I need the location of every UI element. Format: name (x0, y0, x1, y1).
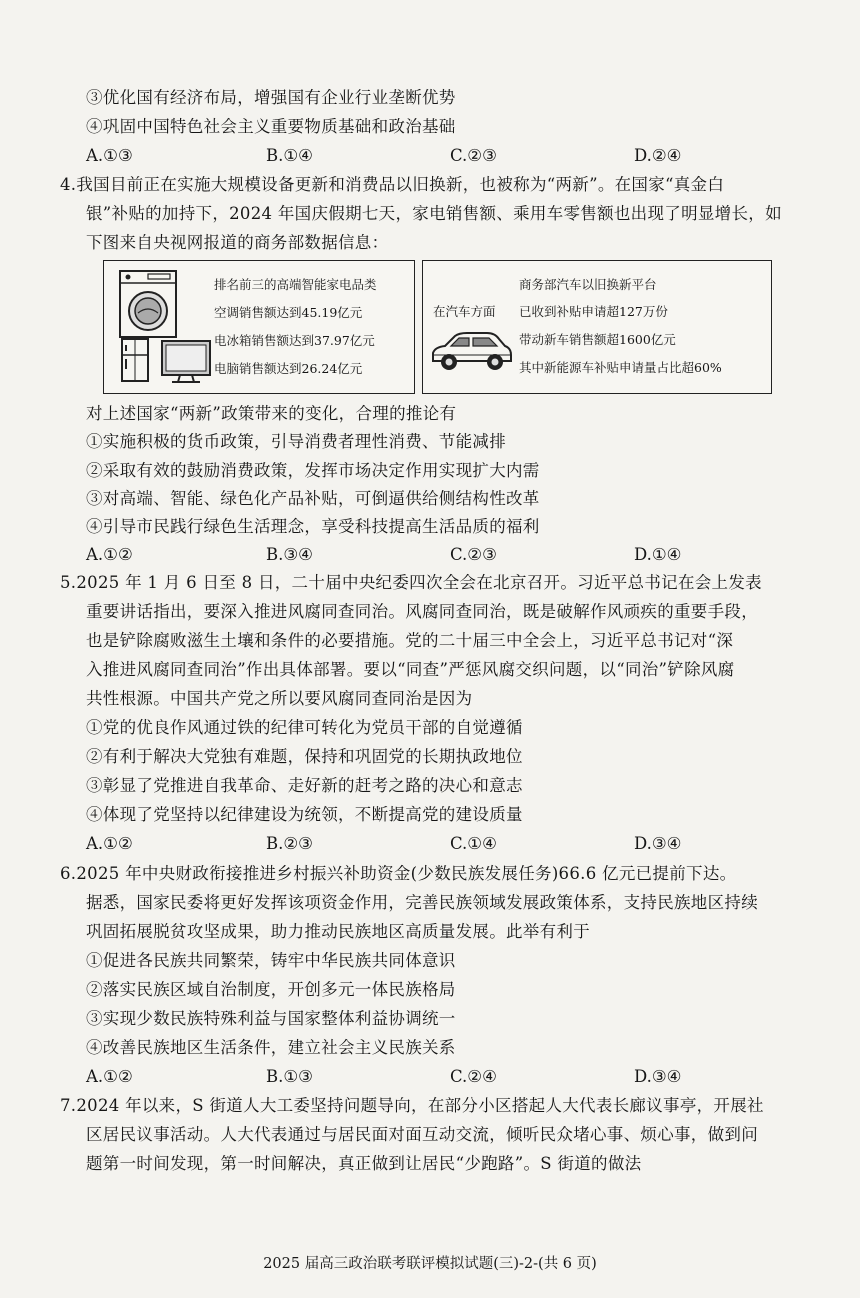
monitor-icon (160, 339, 212, 385)
option-c: C.②④ (450, 1067, 497, 1086)
option-b: B.①③ (266, 1067, 313, 1086)
q4-statement-1: ①实施积极的货币政策，引导消费者理性消费、节能减排 (86, 432, 506, 451)
q4-options (86, 543, 726, 567)
q6-statement-3: ③实现少数民族特殊利益与国家整体利益协调统一 (86, 1009, 456, 1028)
option-c: C.①④ (450, 834, 497, 853)
q4-stem-line-1: 4.我国目前正在实施大规模设备更新和消费品以旧换新，也被称为“两新”。在国家“真金白 (60, 175, 725, 194)
refrigerator-icon (120, 337, 150, 383)
q5-stem-line-1: 5.2025 年 1 月 6 日至 8 日，二十届中央纪委四次全会在北京召开。习近平总书记在会上发表 (60, 573, 762, 592)
q6-statement-2: ②落实民族区域自治制度，开创多元一体民族格局 (86, 980, 456, 999)
computer-sales: 电脑销售额达到26.24亿元 (214, 361, 363, 376)
nev-share: 其中新能源车补贴申请量占比超60% (519, 360, 722, 375)
q6-statement-1: ①促进各民族共同繁荣，铸牢中华民族共同体意识 (86, 951, 456, 970)
q5-stem-line-4: 入推进风腐同查同治”作出具体部署。要以“同查”严惩风腐交织问题，以“同治”铲除风腐 (86, 660, 735, 679)
q7-stem-line-2: 区居民议事活动。人大代表通过与居民面对面互动交流，倾听民众堵心事、烦心事，做到问 (86, 1125, 758, 1144)
air-conditioner-sales: 空调销售额达到45.19亿元 (214, 305, 363, 320)
option-a: A.①② (86, 1067, 133, 1086)
car-icon (429, 331, 513, 373)
washing-machine-icon (118, 269, 180, 341)
statement-4: ④巩固中国特色社会主义重要物质基础和政治基础 (86, 117, 456, 136)
q4-statement-4: ④引导市民践行绿色生活理念，享受科技提高生活品质的福利 (86, 517, 540, 536)
q5-stem-line-3: 也是铲除腐败滋生土壤和条件的必要措施。党的二十届三中全会上，习近平总书记对“深 (86, 631, 734, 650)
subsidy-applications: 已收到补贴申请超127万份 (519, 304, 668, 319)
page-footer: 2025 届高三政治联考联评模拟试题(三)-2-(共 6 页) (263, 1256, 597, 1272)
answer-options (86, 144, 726, 168)
option-b: B.①④ (266, 146, 313, 165)
car-box-heading: 商务部汽车以旧换新平台 (519, 277, 657, 292)
option-d: D.①④ (634, 545, 682, 564)
fridge-sales: 电冰箱销售额达到37.97亿元 (214, 333, 375, 348)
option-d: D.②④ (634, 146, 682, 165)
q5-statement-2: ②有利于解决大党独有难题，保持和巩固党的长期执政地位 (86, 747, 523, 766)
q4-stem-line-2: 银”补贴的加持下，2024 年国庆假期七天，家电销售额、乘用车零售额也出现了明显增长，如 (86, 204, 782, 223)
statement-3: ③优化国有经济布局，增强国有企业行业垄断优势 (86, 88, 456, 107)
option-d: D.③④ (634, 1067, 682, 1086)
car-side-label: 在汽车方面 (433, 304, 496, 319)
q4-prompt: 对上述国家“两新”政策带来的变化，合理的推论有 (86, 404, 457, 423)
option-c: C.②③ (450, 545, 497, 564)
q7-stem-line-3: 题第一时间发现，第一时间解决，真正做到让居民“少跑路”。S 街道的做法 (86, 1154, 642, 1173)
option-c: C.②③ (450, 146, 497, 165)
q6-stem-line-3: 巩固拓展脱贫攻坚成果，助力推动民族地区高质量发展。此举有利于 (86, 922, 590, 941)
q4-stem-line-3: 下图来自央视网报道的商务部数据信息： (86, 233, 389, 252)
q6-statement-4: ④改善民族地区生活条件，建立社会主义民族关系 (86, 1038, 456, 1057)
option-a: A.①② (86, 545, 133, 564)
car-tradein-box (422, 260, 772, 394)
q5-statement-3: ③彰显了党推进自我革命、走好新的赶考之路的决心和意志 (86, 776, 523, 795)
option-b: B.②③ (266, 834, 313, 853)
q5-stem-line-5: 共性根源。中国共产党之所以要风腐同查同治是因为 (86, 689, 473, 708)
new-car-sales: 带动新车销售额超1600亿元 (519, 332, 676, 347)
q5-options (86, 832, 726, 856)
q7-stem-line-1: 7.2024 年以来，S 街道人大工委坚持问题导向，在部分小区搭起人大代表长廊议事亭，开展社 (60, 1096, 764, 1115)
q5-statement-1: ①党的优良作风通过铁的纪律可转化为党员干部的自觉遵循 (86, 718, 523, 737)
option-b: B.③④ (266, 545, 313, 564)
option-a: A.①③ (86, 146, 133, 165)
appliance-sales-box (103, 260, 415, 394)
q4-statement-2: ②采取有效的鼓励消费政策，发挥市场决定作用实现扩大内需 (86, 461, 540, 480)
q6-stem-line-2: 据悉，国家民委将更好发挥该项资金作用，完善民族领域发展政策体系，支持民族地区持续 (86, 893, 758, 912)
q5-stem-line-2: 重要讲话指出，要深入推进风腐同查同治。风腐同查同治，既是破解作风顽疾的重要手段， (86, 602, 758, 621)
option-a: A.①② (86, 834, 133, 853)
appliance-box-heading: 排名前三的高端智能家电品类 (214, 277, 377, 292)
option-d: D.③④ (634, 834, 682, 853)
q5-statement-4: ④体现了党坚持以纪律建设为统领，不断提高党的建设质量 (86, 805, 523, 824)
q6-stem-line-1: 6.2025 年中央财政衔接推进乡村振兴补助资金(少数民族发展任务)66.6 亿元已提前下达。 (60, 864, 737, 883)
q6-options (86, 1065, 726, 1089)
q4-statement-3: ③对高端、智能、绿色化产品补贴，可倒逼供给侧结构性改革 (86, 489, 540, 508)
